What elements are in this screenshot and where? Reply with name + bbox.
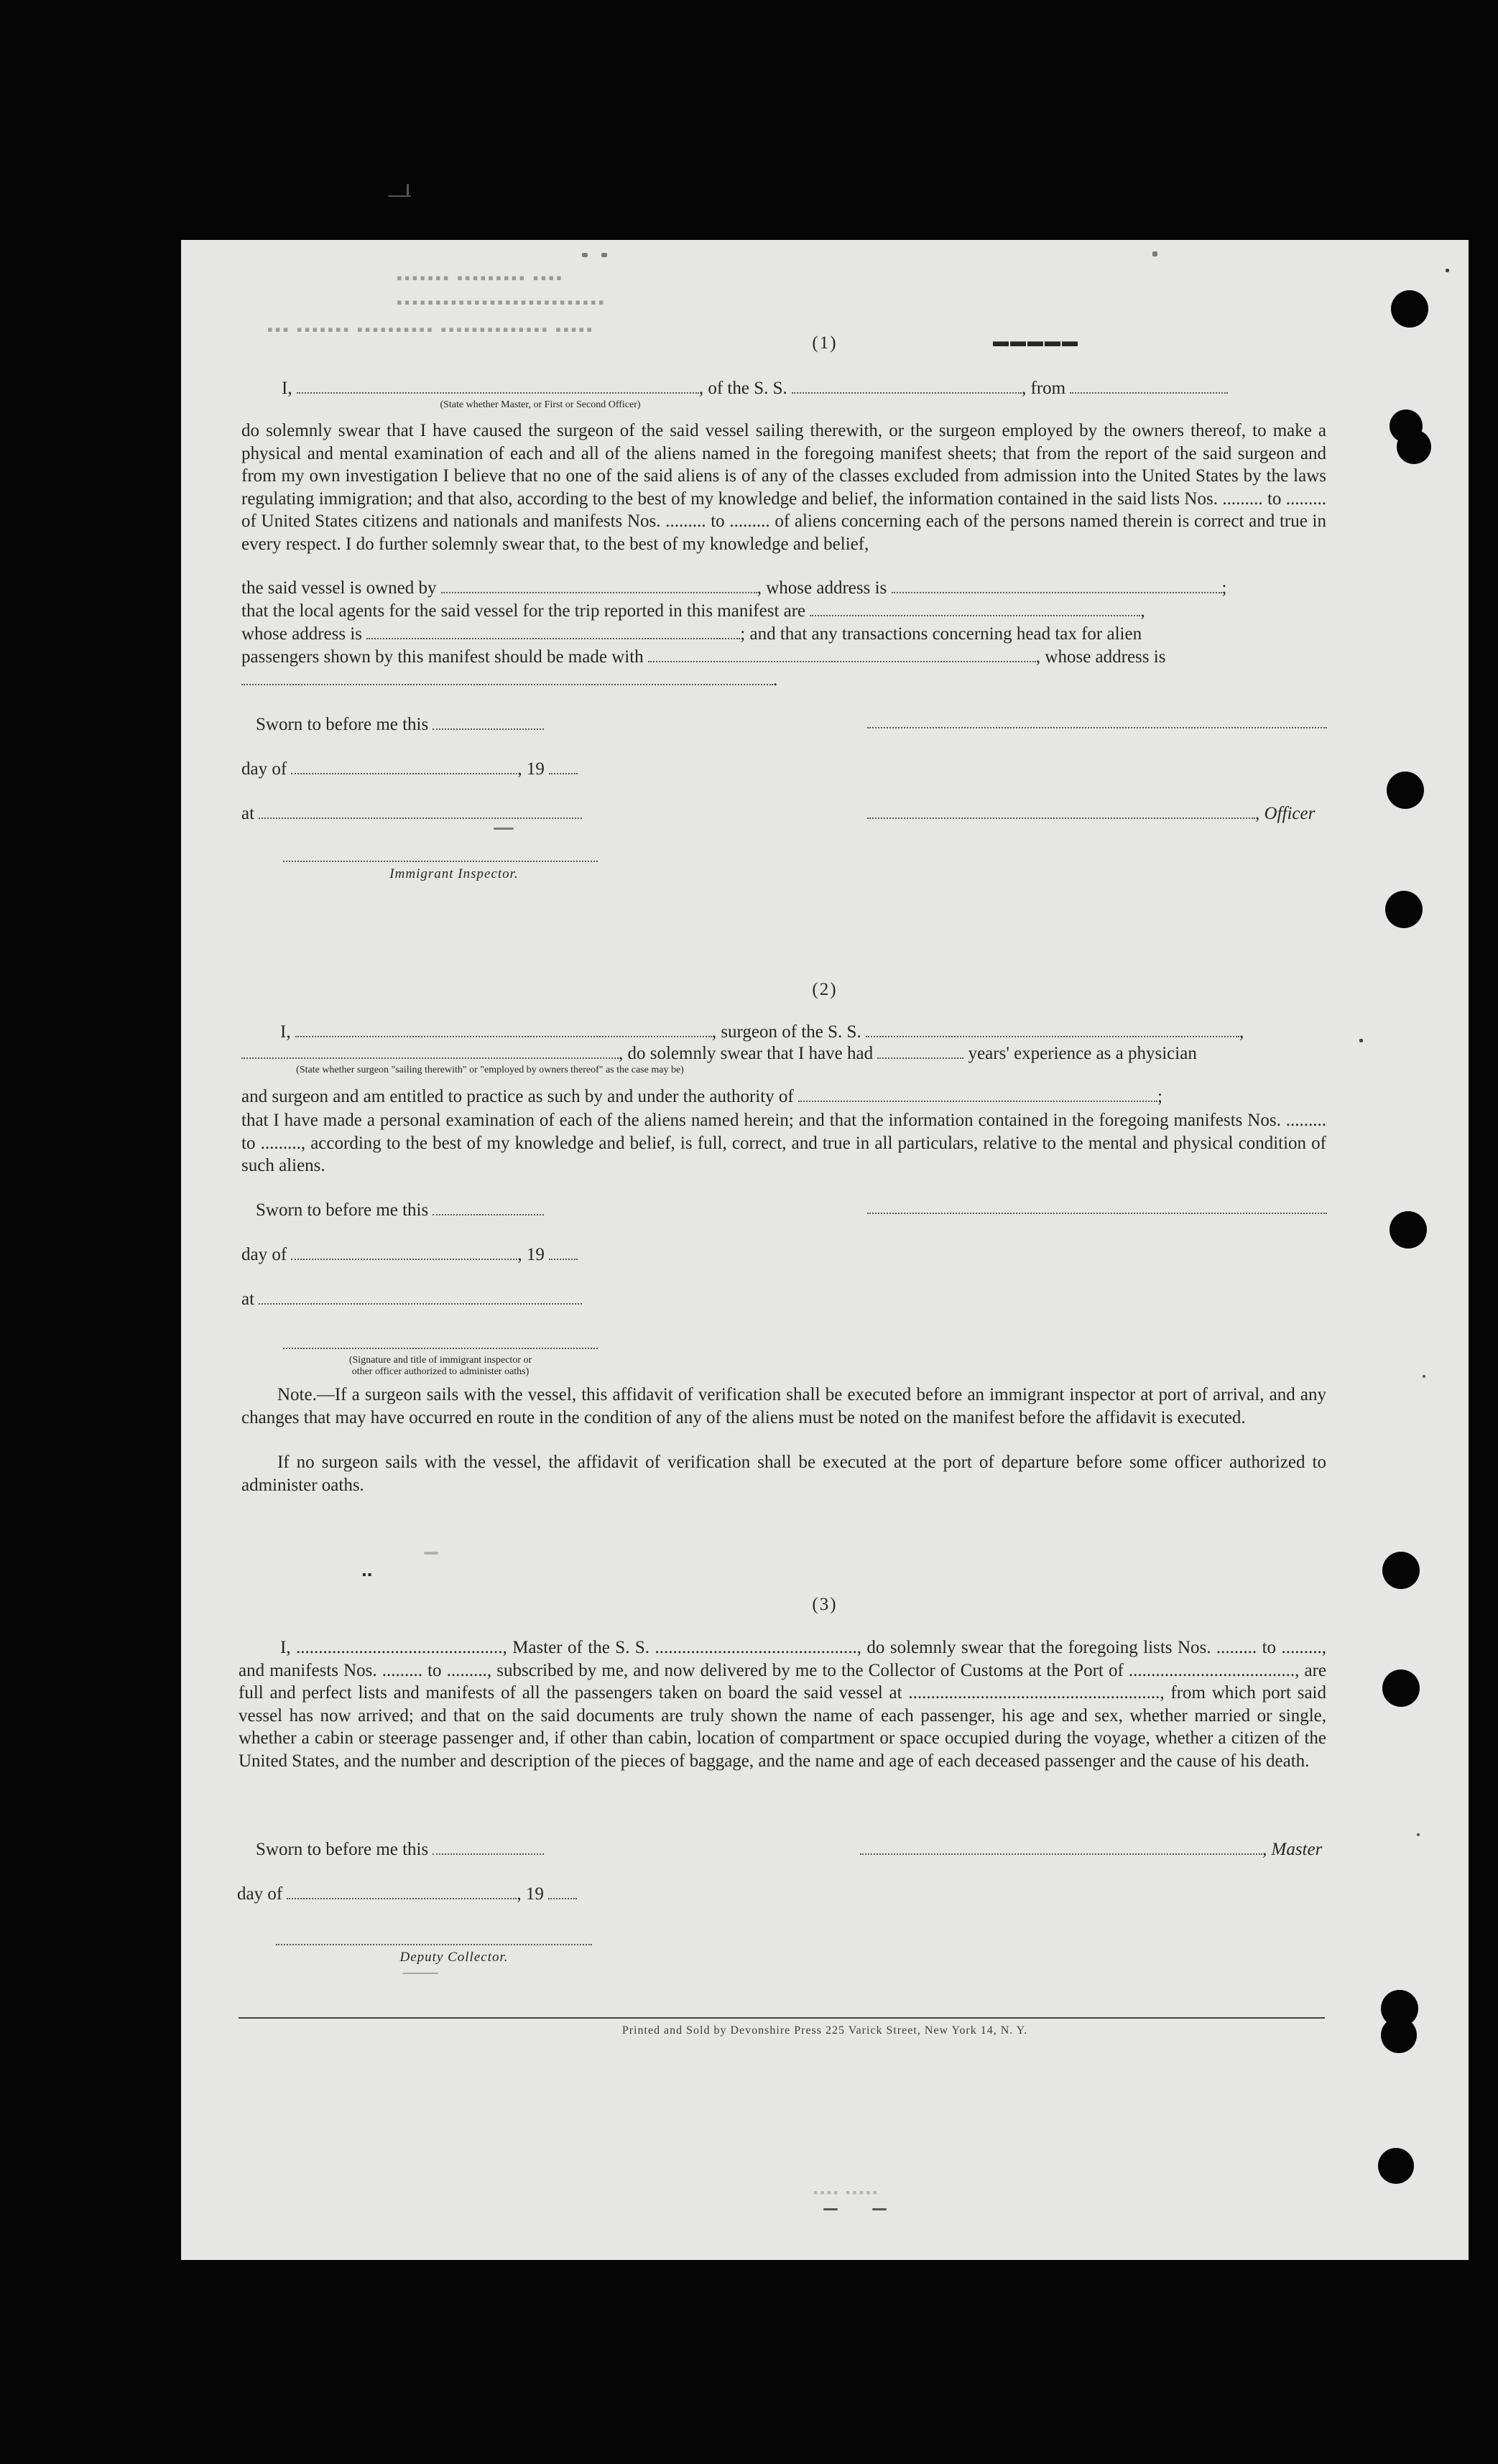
at-line-1 bbox=[241, 803, 582, 825]
deputy-collector-signature-line bbox=[276, 1944, 592, 1945]
text-do-solemnly-swear: , do solemnly swear that I have had bbox=[619, 1044, 874, 1063]
at-line-2 bbox=[241, 1289, 582, 1310]
printer-imprint: Printed and Sold by Devonshire Press 225 Varick Street, New York 14, N. Y. bbox=[621, 2024, 1028, 2037]
binder-hole bbox=[1390, 1211, 1427, 1249]
agents-line: that the local agents for the said vessel for the trip reported in this manifest are , bbox=[241, 601, 1145, 621]
manifest-affidavit-page bbox=[181, 240, 1469, 2260]
sworn-line-2 bbox=[256, 1200, 544, 1221]
binder-hole bbox=[1378, 2148, 1414, 2184]
smudge-mark bbox=[601, 253, 607, 257]
no-surgeon-paragraph: If no surgeon sails with the vessel, the affidavit of verification shall be executed at the port of departure before some officer authorized to administer oaths. bbox=[241, 1453, 1326, 1495]
oath-officer-signature-line bbox=[283, 1348, 598, 1349]
margin-mark bbox=[407, 184, 409, 195]
master-signature-field bbox=[860, 1839, 1262, 1855]
sworn-date-field bbox=[433, 1839, 544, 1855]
signature-caption-line-1: (Signature and title of immigrant inspector or bbox=[348, 1355, 532, 1366]
text-at: at bbox=[241, 804, 255, 823]
section-1-line-1 bbox=[282, 378, 1368, 399]
smudge-mark bbox=[424, 1552, 438, 1555]
day-month-field bbox=[291, 1244, 517, 1260]
text-day-of: day of bbox=[241, 1245, 287, 1264]
text-19: , 19 bbox=[517, 1884, 544, 1904]
signature-caption-line-2: other officer authorized to administer oaths) bbox=[351, 1366, 530, 1377]
text-years-experience: years' experience as a physician bbox=[968, 1044, 1197, 1063]
sworn-date-field bbox=[433, 714, 544, 730]
text-authority: and surgeon and am entitled to practice as such by and under the authority of bbox=[241, 1087, 794, 1106]
speck bbox=[1446, 269, 1449, 272]
port-field bbox=[1070, 378, 1228, 394]
text-local-agents: that the local agents for the said vessel for the trip reported in this manifest are bbox=[241, 601, 806, 621]
section-1-oath-text: do solemnly swear that I have caused the surgeon of the said vessel sailing therewith, or the surgeon employed by the owners thereof, to make a physical and mental examination of each and all of the aliens named in the foregoing manifest sheets; that from the report of the said surgeon and from my own investigation I believe that no one of the said aliens is of any of the classes excluded from admission into the United States by the laws regulating immigration; and that also, according to the best of my knowledge and belief, the information contained in the said lists Nos. ......... to ......... of United States citizens and nationals and manifests Nos. ......... to ......... of aliens concerning each of the persons named therein is correct and true in every respect. I do further solemnly swear that, to the best of my knowledge and belief, bbox=[241, 421, 1326, 554]
place-field bbox=[259, 1289, 582, 1305]
text-19: , 19 bbox=[517, 759, 545, 779]
section-2-line-1: I, , surgeon of the S. S. , bbox=[280, 1022, 1244, 1042]
deputy-collector-caption: Deputy Collector. bbox=[399, 1950, 509, 1965]
day-month-field bbox=[287, 1884, 517, 1899]
officer-signature-field bbox=[867, 803, 1255, 819]
binder-hole bbox=[1382, 1669, 1420, 1707]
text-at: at bbox=[241, 1289, 255, 1309]
text-i: I, bbox=[282, 379, 292, 398]
text-whose-address: , whose address is bbox=[757, 578, 887, 598]
binder-hole bbox=[1382, 1552, 1420, 1589]
authority-field bbox=[798, 1086, 1157, 1102]
smudge-mark bbox=[582, 253, 588, 257]
text-owned-by: the said vessel is owned by bbox=[241, 578, 437, 598]
sailing-status-field bbox=[241, 1043, 619, 1059]
surgeon-name-field bbox=[295, 1022, 712, 1037]
head-tax-address-line: . bbox=[241, 670, 777, 691]
text-passengers-shown: passengers shown by this manifest should be made with bbox=[241, 647, 644, 667]
text-officer: , Officer bbox=[1255, 804, 1316, 823]
binder-hole bbox=[1391, 290, 1428, 328]
owner-address-field bbox=[892, 578, 1222, 593]
footer-rule bbox=[239, 2017, 1325, 2019]
caption-sailing-status: (State whether surgeon "sailing therewith" or "employed by owners thereof" as the case may be) bbox=[296, 1065, 684, 1075]
handwritten-mark: ▬▬▬▬▬ bbox=[993, 332, 1079, 350]
year-field bbox=[549, 1244, 578, 1260]
smudge-mark bbox=[494, 828, 514, 830]
sworn-line-3 bbox=[256, 1839, 544, 1861]
binder-hole bbox=[1387, 772, 1424, 809]
margin-mark bbox=[388, 195, 411, 197]
text-surgeon-of-ss: , surgeon of the S. S. bbox=[711, 1022, 861, 1042]
master-signature-line bbox=[867, 727, 1327, 728]
owned-by-line: the said vessel is owned by , whose address is ; bbox=[241, 578, 1227, 598]
inspector-signature-line bbox=[283, 861, 598, 862]
speck bbox=[1359, 1039, 1363, 1042]
vessel-field bbox=[792, 378, 1022, 394]
text-of-the-ss: , of the S. S. bbox=[698, 379, 787, 398]
surgeon-signature-line bbox=[867, 1213, 1327, 1214]
smudge-mark bbox=[1152, 251, 1157, 256]
section-3-number: (3) bbox=[812, 1595, 838, 1614]
years-experience-field bbox=[877, 1043, 963, 1059]
name-field bbox=[297, 378, 699, 394]
text-sworn: Sworn to before me this bbox=[256, 1200, 429, 1220]
year-field bbox=[548, 1884, 577, 1899]
head-tax-party-field bbox=[648, 647, 1036, 662]
bleed-through-text: ▪▪▪▪▪▪▪▪▪▪▪▪▪▪▪▪▪▪▪▪▪▪▪▪▪▪▪ bbox=[397, 293, 606, 311]
smudge-mark bbox=[402, 1973, 438, 1974]
section-2-number: (2) bbox=[812, 980, 838, 999]
head-tax-address-field bbox=[241, 670, 773, 685]
binder-hole bbox=[1385, 891, 1423, 928]
agents-field bbox=[810, 601, 1140, 616]
bleed-through-text: ▪▪▪▪ ▪▪▪▪▪ bbox=[813, 2185, 879, 2200]
text-whose-address-is-2: , whose address is bbox=[1035, 647, 1166, 667]
text-day-of: day of bbox=[237, 1884, 283, 1904]
place-field bbox=[259, 803, 582, 819]
day-of-line-1 bbox=[241, 759, 578, 780]
day-of-line-3 bbox=[237, 1884, 577, 1905]
master-line bbox=[860, 1839, 1322, 1861]
speck bbox=[1423, 1375, 1425, 1378]
sworn-date-field bbox=[433, 1200, 544, 1215]
year-field bbox=[549, 759, 578, 774]
margin-mark bbox=[872, 2208, 887, 2210]
owner-field bbox=[441, 578, 757, 593]
bleed-through-text: ▪▪▪ ▪▪▪▪▪▪▪ ▪▪▪▪▪▪▪▪▪▪ ▪▪▪▪▪▪▪▪▪▪▪▪▪▪ ▪▪▪▪▪ bbox=[267, 320, 595, 338]
note-paragraph: Note.—If a surgeon sails with the vessel, this affidavit of verification shall be executed before an immigrant inspector at port of arrival, and any changes that may have occurred en route in the condition of any of the aliens must be noted on the manifest before the affidavit is executed. bbox=[241, 1385, 1326, 1427]
text-day-of: day of bbox=[241, 759, 287, 779]
day-of-line-2 bbox=[241, 1244, 578, 1266]
agents-address-field bbox=[366, 624, 740, 639]
text-19: , 19 bbox=[517, 1245, 545, 1264]
caption-state-master: (State whether Master, or First or Second Officer) bbox=[440, 399, 641, 410]
vessel-field bbox=[866, 1022, 1239, 1037]
margin-mark bbox=[823, 2208, 838, 2210]
sworn-line-1 bbox=[256, 714, 544, 736]
section-2-line-2 bbox=[241, 1043, 1326, 1065]
text-from: , from bbox=[1022, 379, 1066, 398]
head-tax-line bbox=[241, 647, 1326, 668]
binder-hole bbox=[1397, 430, 1431, 464]
binder-hole bbox=[1381, 2017, 1417, 2053]
whose-address-line bbox=[241, 624, 1326, 645]
immigrant-inspector-caption: Immigrant Inspector. bbox=[389, 866, 519, 881]
text-whose-address-is: whose address is bbox=[241, 624, 363, 644]
authority-line: and surgeon and am entitled to practice as such by and under the authority of ; bbox=[241, 1087, 1162, 1106]
officer-line bbox=[867, 803, 1315, 825]
text-i: I, bbox=[280, 1022, 291, 1042]
text-head-tax: ; and that any transactions concerning head tax for alien bbox=[740, 624, 1142, 644]
section-1-number: (1) bbox=[812, 333, 838, 353]
handwritten-mark: ▪▪ bbox=[362, 1569, 374, 1581]
section-2-exam-text: that I have made a personal examination of each of the aliens named herein; and that the information contained in the foregoing manifests Nos. ......... to ........., according to the best of my knowledge and belief, is full, correct, and true in all particulars, relative to the mental and physical condition of such aliens. bbox=[241, 1111, 1326, 1175]
day-month-field bbox=[291, 759, 517, 774]
text-master: , Master bbox=[1262, 1840, 1323, 1859]
bleed-through-text: ▪▪▪▪▪▪▪ ▪▪▪▪▪▪▪▪▪ ▪▪▪▪ bbox=[397, 269, 564, 287]
speck bbox=[1417, 1833, 1420, 1836]
section-3-oath-text: I, .............................................., Master of the S. S. ............................................., do solemnly swear that the foregoing lists Nos. ......... to ........., and manifests Nos. ......... to ........., subscribed by me, and now delivered by me to the Collector of Customs at the Port of ....................................., are full and perfect lists and manifests of all the passengers taken on board the said vessel at ........................................................, from which port said vessel has now arrived; and that on the said documents are truly shown the name of each passenger, his age and sex, whether married or single, whether a cabin or steerage passenger and, if other than cabin, location of compartment or space occupied during the voyage, whether a citizen of the United States, and the number and description of the pieces of baggage, and the name and age of each deceased passenger and the cause of his death. bbox=[239, 1638, 1326, 1771]
text-sworn: Sworn to before me this bbox=[256, 715, 429, 734]
text-sworn: Sworn to before me this bbox=[256, 1840, 429, 1859]
